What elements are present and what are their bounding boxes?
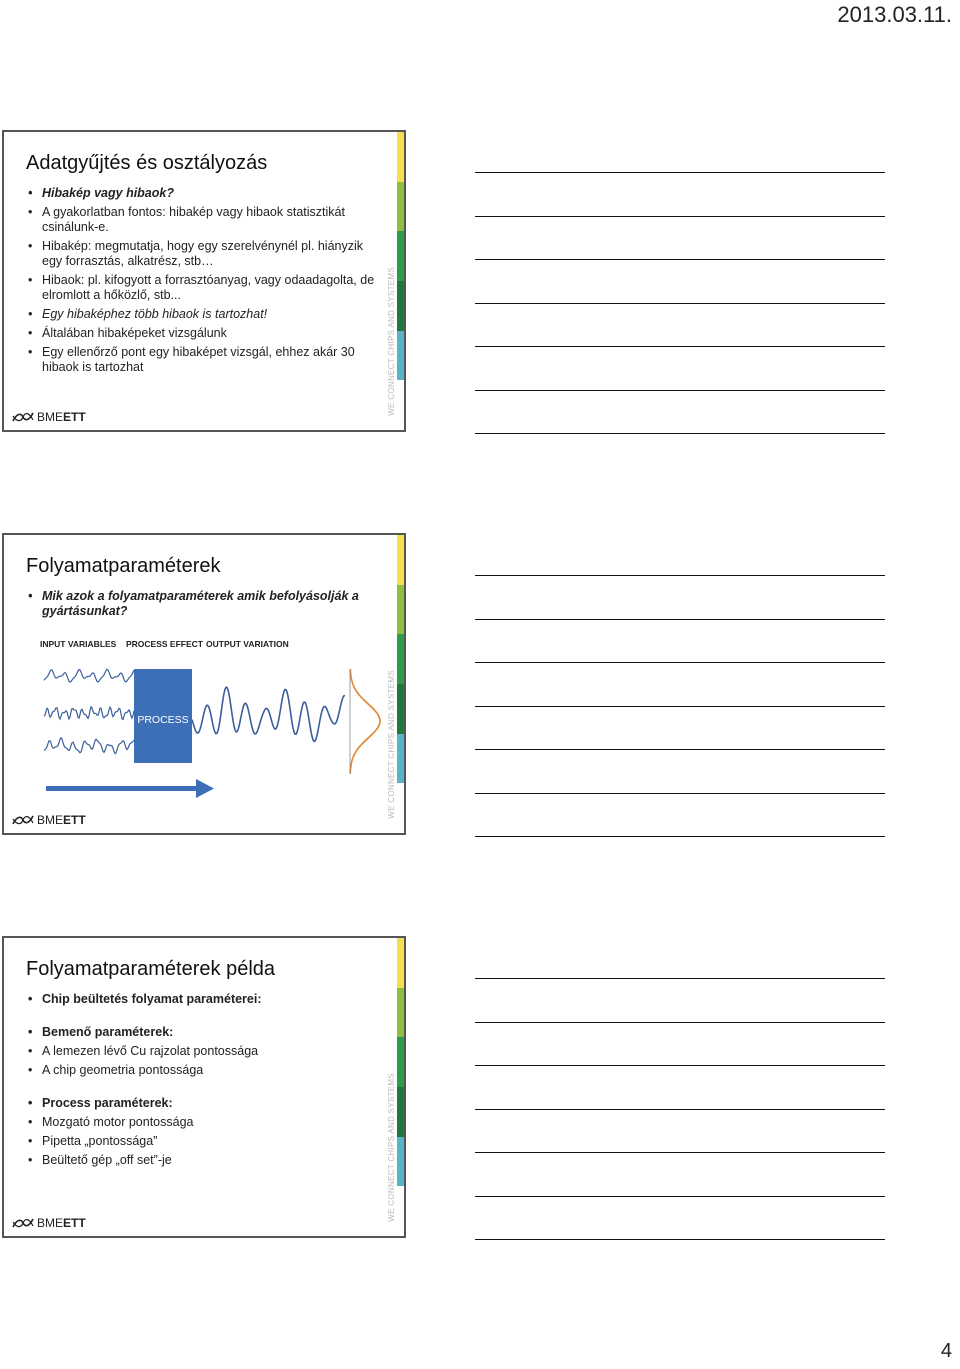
note-line (475, 793, 885, 794)
note-line (475, 1152, 885, 1153)
note-line (475, 575, 885, 576)
slide-adatgyujtes (2, 130, 406, 432)
note-line (475, 836, 885, 837)
slide-title: Adatgyűjtés és osztályozás (26, 152, 268, 174)
note-line (475, 346, 885, 347)
label-process-effect: PROCESS EFFECT (126, 639, 203, 649)
note-line (475, 1109, 885, 1110)
bmeett-logo-text: BMEETT (37, 410, 86, 424)
slide-title: Folyamatparaméterek (26, 555, 221, 577)
vertical-slogan: WE CONNECT CHIPS AND SYSTEMS (387, 670, 396, 819)
bullet-item: • A chip geometria pontossága (26, 1063, 380, 1078)
bmeett-logo (12, 410, 86, 424)
bullet-item: • Mik azok a folyamatparaméterek amik befolyásolják a gyártásunkat? (26, 589, 380, 619)
note-line (475, 662, 885, 663)
bullet-item: • Beültető gép „off set”-je (26, 1153, 380, 1168)
note-line (475, 216, 885, 217)
color-stripe (397, 132, 404, 430)
process-variation-diagram (40, 639, 390, 809)
note-line (475, 172, 885, 173)
bullet-item: • Hibakép vagy hibaok? (26, 186, 380, 201)
slide-folyamatparameterek (2, 533, 406, 835)
output-wave (192, 687, 345, 741)
arrow-head (196, 779, 214, 798)
note-line (475, 433, 885, 434)
bullet-list (26, 992, 380, 1172)
input-wave-2 (44, 707, 134, 720)
vertical-slogan: WE CONNECT CHIPS AND SYSTEMS (387, 1073, 396, 1222)
note-line (475, 1022, 885, 1023)
note-line (475, 1196, 885, 1197)
note-line (475, 303, 885, 304)
bullet-item: • Mozgató motor pontossága (26, 1115, 380, 1130)
bullet-item: • Általában hibaképeket vizsgálunk (26, 326, 380, 341)
color-stripe (397, 938, 404, 1236)
bullet-item: • Egy hibaképhez több hibaok is tartozhat! (26, 307, 380, 322)
bmeett-logo (12, 1216, 86, 1230)
bmeett-logo-text: BMEETT (37, 1216, 86, 1230)
note-line (475, 390, 885, 391)
bmeett-logo-icon (12, 410, 34, 424)
arrow-shaft (46, 786, 196, 791)
page-date: 2013.03.11. (837, 2, 952, 27)
input-wave-3 (44, 738, 134, 754)
bmeett-logo-text: BMEETT (37, 813, 86, 827)
bmeett-logo-icon (12, 813, 34, 827)
bullet-list (26, 589, 380, 623)
slide-folyamatparameterek-pelda (2, 936, 406, 1238)
note-line (475, 259, 885, 260)
input-wave-1 (44, 669, 134, 682)
vertical-slogan: WE CONNECT CHIPS AND SYSTEMS (387, 267, 396, 416)
bullet-item: • Chip beültetés folyamat paraméterei: (26, 992, 380, 1007)
color-stripe (397, 535, 404, 833)
note-line (475, 1239, 885, 1240)
note-line (475, 1065, 885, 1066)
page-number: 4 (940, 1340, 952, 1362)
label-output-variation: OUTPUT VARIATION (206, 639, 289, 649)
note-line (475, 706, 885, 707)
bmeett-logo-icon (12, 1216, 34, 1230)
bullet-list (26, 186, 380, 379)
output-distribution-curve (350, 669, 380, 774)
bullet-item: • Hibaok: pl. kifogyott a forrasztóanyag, vagy odaadagolta, de elromlott a hőközlő, stb... (26, 273, 380, 303)
process-label: PROCESS (137, 714, 189, 726)
note-line (475, 619, 885, 620)
bullet-item: • Bemenő paraméterek: (26, 1025, 380, 1040)
bullet-item: • Egy ellenőrző pont egy hibaképet vizsgál, ehhez akár 30 hibaok is tartozhat (26, 345, 380, 375)
process-diagram-graphic (40, 639, 390, 809)
bullet-item: • A lemezen lévő Cu rajzolat pontossága (26, 1044, 380, 1059)
bmeett-logo (12, 813, 86, 827)
bullet-item: • Hibakép: megmutatja, hogy egy szerelvénynél pl. hiányzik egy forrasztás, alkatrész, stb… (26, 239, 380, 269)
note-line (475, 978, 885, 979)
bullet-item: • A gyakorlatban fontos: hibakép vagy hibaok statisztikát csinálunk-e. (26, 205, 380, 235)
slide-title: Folyamatparaméterek példa (26, 958, 276, 980)
bullet-item: • Pipetta „pontossága” (26, 1134, 380, 1149)
label-input-variables: INPUT VARIABLES (40, 639, 117, 649)
bullet-item: • Process paraméterek: (26, 1096, 380, 1111)
note-line (475, 749, 885, 750)
